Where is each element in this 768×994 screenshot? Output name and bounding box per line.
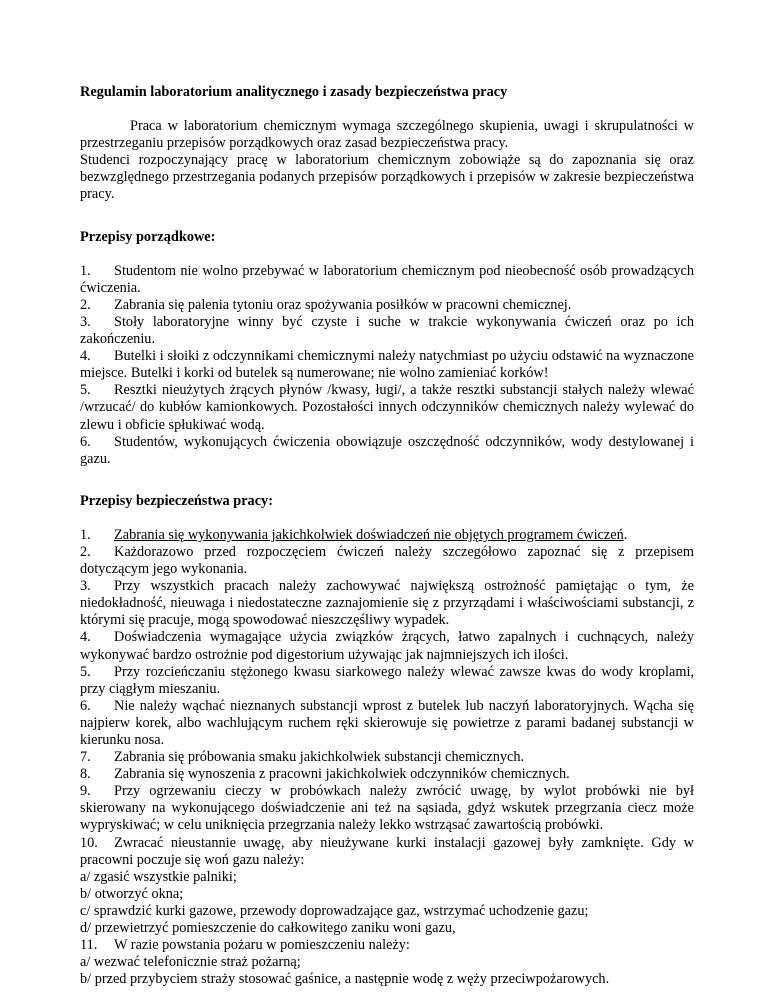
item-number: 6.: [80, 433, 91, 450]
safety-rule-item: [80, 783, 694, 834]
safety-rule-item: [80, 527, 694, 544]
order-rules-list: [80, 263, 694, 468]
spacer: [80, 510, 694, 527]
item-text-tail: .: [623, 526, 628, 543]
safety-rule-item: [80, 835, 694, 869]
spacer: [80, 101, 694, 118]
document-title: Regulamin laboratorium analitycznego i zasady bezpieczeństwa pracy: [80, 84, 508, 100]
safety-rule-item: [80, 749, 694, 766]
item-text: Przy rozcieńczaniu stężonego kwasu siarkowego należy wlewać zawsze kwas do wody kroplami, przy ciągłym mieszaniu.: [80, 663, 694, 697]
item-text: Przy wszystkich pracach należy zachowywać największą ostrożność pamiętając o tym, że niedokładność, nieuwaga i niedostateczne zaznajomienie się z przyrządami i właściwościami substancji, z którymi się pracuje, mogą spowodować nieszczęśliwy wypadek.: [80, 578, 694, 629]
item-text: Studentów, wykonujących ćwiczenia obowiązuje oszczędność odczynników, wody destylowanej i gazu.: [80, 433, 694, 467]
item-text: Przy ogrzewaniu cieczy w probówkach należy zwrócić uwagę, by wylot probówki nie był skierowany na wykonującego doświadczenie ani też na sąsiada, gdyż wskutek przegrzania ciecz może wypryskiwać; w celu uniknięcia przegrzania należy lekko wstrząsać zawartością probówki.: [80, 783, 694, 834]
item-text: Butelki i słoiki z odczynnikami chemicznymi należy natychmiast po użyciu odstawić na wyznaczone miejsce. Butelki i korki od butelek są numerowane; nie wolno zamieniać korków!: [80, 348, 694, 382]
intro-paragraph-2: Studenci rozpoczynający pracę w laboratorium chemicznym zobowiąże są do zapoznania się oraz bezwzględnego przestrzegania podanych przepisów porządkowych i przepisów w zakresie bezpieczeństwa pracy.: [80, 152, 694, 203]
item-text: Stoły laboratoryjne winny być czyste i suche w trakcie wykonywania ćwiczeń oraz po ich zakończeniu.: [80, 313, 694, 348]
order-rule-item: [80, 382, 694, 433]
gas-step: d/ przewietrzyć pomieszczenie do całkowitego zaniku woni gazu,: [80, 920, 456, 937]
gas-step: a/ zgasić wszystkie palniki;: [80, 868, 237, 885]
item-number: 1.: [80, 262, 91, 279]
spacer: [80, 468, 694, 493]
item-number: 2.: [80, 543, 91, 560]
intro-paragraph-1: Praca w laboratorium chemicznym wymaga szczególnego skupienia, uwagi i skrupulatności w przestrzeganiu przepisów porządkowych oraz zasad bezpieczeństwa pracy.: [80, 118, 694, 152]
order-rule-item: [80, 263, 694, 297]
item-number: 4.: [80, 629, 91, 646]
item-number: 11.: [80, 937, 98, 954]
item-text: Nie należy wąchać nieznanych substancji wprost z butelek lub naczyń laboratoryjnych. Wącha się najpierw korek, albo wachlującym ruchem ręki skierowuje się powietrze z parami badanej substancji w kierunku nosa.: [80, 697, 694, 748]
item-number: 4.: [80, 348, 91, 365]
item-number: 3.: [80, 313, 91, 330]
item-number: 5.: [80, 382, 91, 399]
section-heading-order-rules: Przepisy porządkowe:: [80, 228, 216, 245]
safety-rule-item: [80, 664, 694, 698]
item-text: Zabrania się palenia tytoniu oraz spożywania posiłków w pracowni chemicznej.: [114, 296, 572, 313]
document-page: [80, 84, 694, 988]
item-text: Studentom nie wolno przebywać w laboratorium chemicznym pod nieobecność osób prowadzących ćwiczenia.: [80, 262, 694, 296]
item-text: W razie powstania pożaru w pomieszczeniu należy:: [114, 937, 410, 954]
safety-rules-list: [80, 527, 694, 989]
item-number: 5.: [80, 663, 91, 680]
item-number: 8.: [80, 766, 91, 783]
safety-rule-item: [80, 937, 694, 954]
order-rule-item: [80, 314, 694, 348]
spacer: [80, 204, 694, 229]
item-number: 7.: [80, 749, 91, 766]
fire-step: b/ przed przybyciem straży stosować gaśnice, a następnie wodę z węży przeciwpożarowych.: [80, 971, 610, 988]
item-text: Doświadczenia wymagające użycia związków żrących, łatwo zapalnych i cuchnących, należy wykonywać bardzo ostrożnie pod digestorium używając jak najmniejszych ich ilości.: [80, 629, 694, 663]
safety-rule-item: [80, 578, 694, 629]
safety-rule-item: [80, 766, 694, 783]
item-text: Każdorazowo przed rozpoczęciem ćwiczeń należy szczegółowo zapoznać się z przepisem dotyczącym jego wykonania.: [80, 543, 694, 578]
item-number: 1.: [80, 526, 91, 543]
safety-rule-item: [80, 544, 694, 578]
item-number: 2.: [80, 296, 91, 313]
fire-step: a/ wezwać telefonicznie straż pożarną;: [80, 954, 301, 971]
order-rule-item: [80, 297, 694, 314]
safety-rule-item: [80, 629, 694, 663]
item-text: Resztki nieużytych żrących płynów /kwasy, ługi/, a także resztki substancji stałych należy wlewać /wrzucać/ do kubłów kamionkowych. Pozostałości innych odczynników chemicznych należy wylewać do zlewu i obficie spłukiwać wodą.: [80, 382, 694, 433]
gas-step: b/ otworzyć okna;: [80, 885, 184, 902]
item-number: 10.: [80, 834, 98, 851]
item-text: Zabrania się próbowania smaku jakichkolwiek substancji chemicznych.: [114, 749, 525, 766]
item-number: 3.: [80, 578, 91, 595]
spacer: [80, 246, 694, 263]
order-rule-item: [80, 348, 694, 382]
item-number: 6.: [80, 697, 91, 714]
section-heading-safety-rules: Przepisy bezpieczeństwa pracy:: [80, 492, 273, 509]
item-text: Zwracać nieustannie uwagę, aby nieużywane kurki instalacji gazowej były zamknięte. Gdy w pracowni poczuje się woń gazu należy:: [80, 834, 694, 868]
order-rule-item: [80, 434, 694, 468]
gas-step: c/ sprawdzić kurki gazowe, przewody doprowadzające gaz, wstrzymać uchodzenie gazu;: [80, 902, 589, 919]
item-text: Zabrania się wykonywania jakichkolwiek doświadczeń nie objętych programem ćwiczeń: [114, 526, 624, 543]
safety-rule-item: [80, 698, 694, 749]
item-number: 9.: [80, 783, 91, 800]
item-text: Zabrania się wynoszenia z pracowni jakichkolwiek odczynników chemicznych.: [114, 766, 570, 783]
